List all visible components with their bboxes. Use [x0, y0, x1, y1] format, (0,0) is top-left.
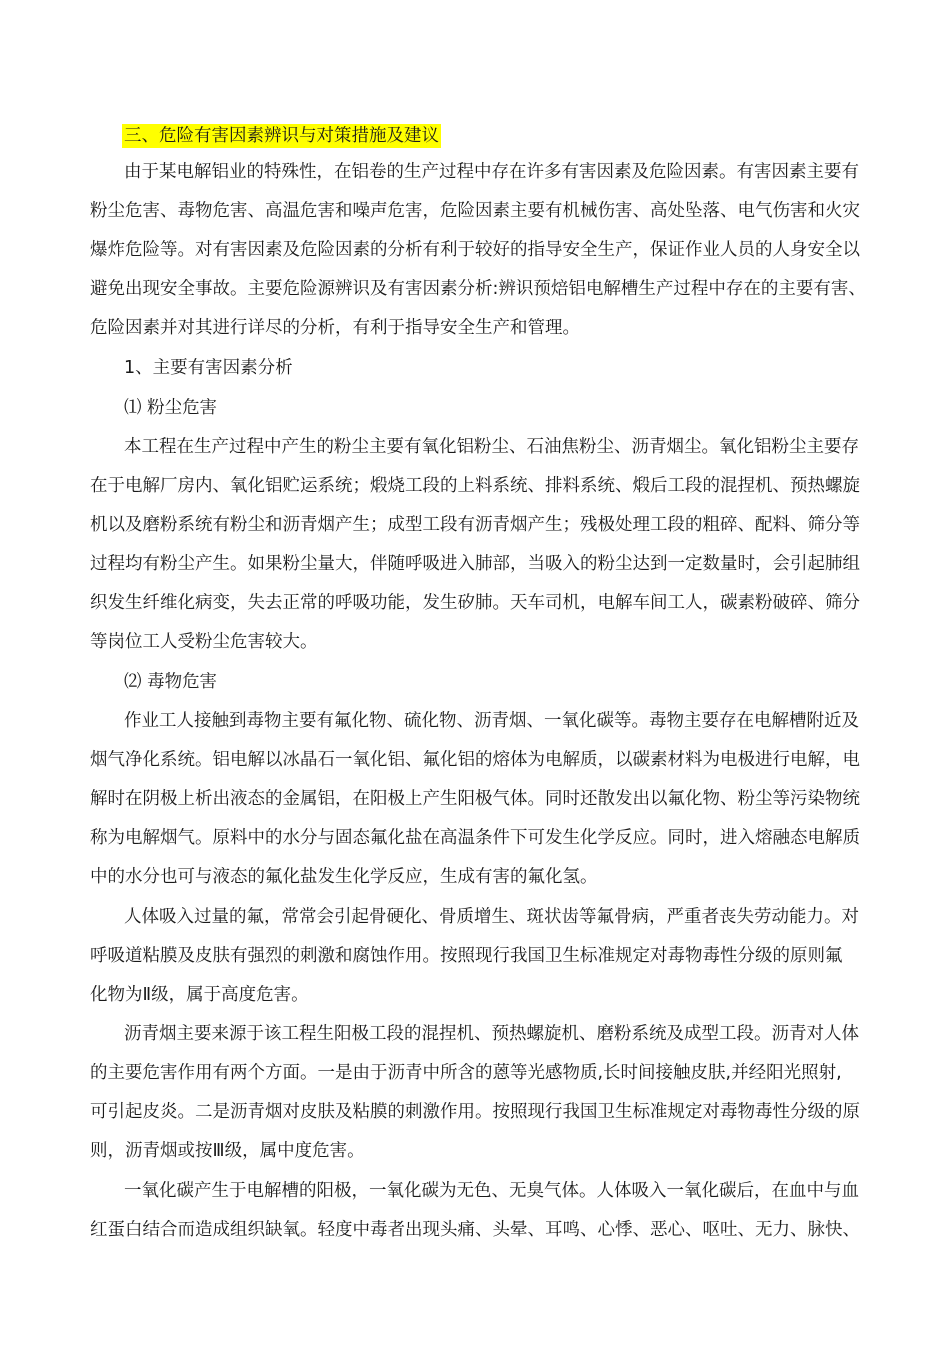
- paragraph-line: 等岗位工人受粉尘危害较大。: [90, 632, 318, 652]
- subsection-heading: 1、主要有害因素分析: [124, 358, 293, 378]
- paragraph-line: 织发生纤维化病变，失去正常的呼吸功能，发生矽肺。天车司机，电解车间工人，碳素粉破碎、筛分: [90, 593, 860, 613]
- paragraph-line: 作业工人接触到毒物主要有氟化物、硫化物、沥青烟、一氧化碳等。毒物主要存在电解槽附近及: [124, 711, 859, 731]
- paragraph-line: 烟气净化系统。铝电解以冰晶石一氧化铝、氟化铝的熔体为电解质，以碳素材料为电极进行电解，电: [90, 750, 860, 770]
- section-title: [122, 124, 441, 148]
- paragraph-line: 称为电解烟气。原料中的水分与固态氟化盐在高温条件下可发生化学反应。同时，进入熔融态电解质: [90, 828, 860, 848]
- paragraph-line: 由于某电解铝业的特殊性，在铝卷的生产过程中存在许多有害因素及危险因素。有害因素主要有: [124, 162, 859, 182]
- paragraph-line: 过程均有粉尘产生。如果粉尘量大，伴随呼吸进入肺部，当吸入的粉尘达到一定数量时，会引起肺组: [90, 554, 860, 574]
- item-heading: ⑴ 粉尘危害: [124, 398, 218, 418]
- section-title-highlight: 三、危险有害因素辨识与对策措施及建议: [124, 126, 439, 146]
- paragraph-line: 沥青烟主要来源于该工程生阳极工段的混捏机、预热螺旋机、磨粉系统及成型工段。沥青对人体: [124, 1024, 859, 1044]
- paragraph-line: 本工程在生产过程中产生的粉尘主要有氧化铝粉尘、石油焦粉尘、沥青烟尘。氧化铝粉尘主要存: [124, 437, 859, 457]
- paragraph-line: 的主要危害作用有两个方面。一是由于沥青中所含的蒽等光感物质,长时间接触皮肤,并经阳光照射,: [90, 1063, 842, 1083]
- paragraph-line: 红蛋白结合而造成组织缺氧。轻度中毒者出现头痛、头晕、耳鸣、心悸、恶心、呕吐、无力、脉快、: [90, 1220, 860, 1240]
- paragraph-line: 可引起皮炎。二是沥青烟对皮肤及粘膜的刺激作用。按照现行我国卫生标准规定对毒物毒性分级的原: [90, 1102, 860, 1122]
- paragraph-line: 则，沥青烟或按Ⅲ级，属中度危害。: [90, 1141, 365, 1161]
- paragraph-line: 解时在阴极上析出液态的金属铝，在阳极上产生阳极气体。同时还散发出以氟化物、粉尘等污染物统: [90, 789, 860, 809]
- paragraph-line: 呼吸道粘膜及皮肤有强烈的刺激和腐蚀作用。按照现行我国卫生标准规定对毒物毒性分级的原则氟: [90, 946, 843, 966]
- paragraph-line: 一氧化碳产生于电解槽的阳极，一氧化碳为无色、无臭气体。人体吸入一氧化碳后，在血中与血: [124, 1181, 859, 1201]
- paragraph-line: 化物为Ⅱ级，属于高度危害。: [90, 985, 309, 1005]
- paragraph-line: 在于电解厂房内、氧化铝贮运系统；煅烧工段的上料系统、排料系统、煅后工段的混捏机、预热螺旋: [90, 476, 860, 496]
- paragraph-line: 粉尘危害、毒物危害、高温危害和噪声危害，危险因素主要有机械伤害、高处坠落、电气伤害和火灾: [90, 201, 860, 221]
- item-heading: ⑵ 毒物危害: [124, 672, 218, 692]
- paragraph-line: 人体吸入过量的氟，常常会引起骨硬化、骨质增生、斑状齿等氟骨病，严重者丧失劳动能力。对: [124, 907, 859, 927]
- paragraph-line: 中的水分也可与液态的氟化盐发生化学反应，生成有害的氟化氢。: [90, 867, 598, 887]
- paragraph-line: 爆炸危险等。对有害因素及危险因素的分析有利于较好的指导安全生产，保证作业人员的人身安全以: [90, 240, 860, 260]
- paragraph-line: 避免出现安全事故。主要危险源辨识及有害因素分析:辨识预焙铝电解槽生产过程中存在的主要有害、: [90, 279, 866, 299]
- paragraph-line: 机以及磨粉系统有粉尘和沥青烟产生；成型工段有沥青烟产生；残极处理工段的粗碎、配料、筛分等: [90, 515, 860, 535]
- paragraph-line: 危险因素并对其进行详尽的分析，有利于指导安全生产和管理。: [90, 318, 580, 338]
